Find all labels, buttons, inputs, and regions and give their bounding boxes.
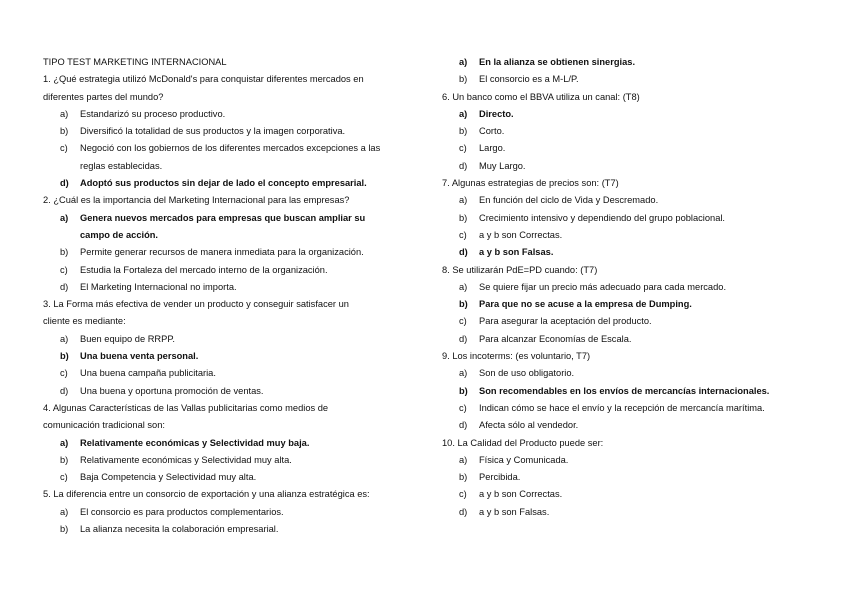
q10-option-c: c) a y b son Correctas. (459, 489, 563, 500)
q4-option-c: c) Baja Competencia y Selectividad muy alta. (60, 472, 257, 483)
left-column (43, 54, 409, 538)
question-1-text: 1. ¿Qué estrategia utilizó McDonald's para conquistar diferentes mercados en (43, 74, 364, 85)
q5-option-b: b) La alianza necesita la colaboración empresarial. (60, 524, 279, 535)
q1-option-a: a) Estandarizó su proceso productivo. (60, 108, 226, 119)
q7-option-a: a) En función del ciclo de Vida y Descremado. (459, 195, 659, 206)
q7-option-c: c) a y b son Correctas. (459, 229, 563, 240)
q8-option-a: a) Se quiere fijar un precio más adecuado para cada mercado. (459, 281, 727, 292)
q2-option-c: c) Estudia la Fortaleza del mercado interno de la organización. (60, 264, 328, 275)
q5-option-c-correct: a) En la alianza se obtienen sinergias. (459, 57, 636, 67)
q3-option-b-correct: b) Una buena venta personal. (60, 351, 199, 362)
q6-option-a-correct: a) Directo. (459, 108, 514, 119)
q1-option-d-correct: d) Adoptó sus productos sin dejar de lado el concepto empresarial. (60, 178, 367, 189)
q2-option-a-cont: campo de acción. (80, 229, 159, 240)
q1-option-c: c) Negoció con los gobiernos de los diferentes mercados excepciones a las (60, 143, 381, 154)
q6-option-d: d) Muy Largo. (459, 160, 526, 171)
question-3-text-cont: cliente es mediante: (43, 316, 126, 327)
q6-option-b: b) Corto. (459, 126, 505, 137)
q2-option-a-correct: a) Genera nuevos mercados para empresas que buscan ampliar su (60, 212, 366, 223)
q3-option-a: a) Buen equipo de RRPP. (60, 333, 175, 344)
question-7-text: 7. Algunas estrategias de precios son: (T7) (442, 178, 619, 189)
q9-option-c: c) Indican cómo se hace el envío y la recepción de mercancía marítima. (459, 402, 765, 413)
question-9-text: 9. Los incoterms: (es voluntario, T7) (442, 351, 591, 362)
q3-option-d: d) Una buena y oportuna promoción de ventas. (60, 385, 264, 396)
question-8-text: 8. Se utilizarán PdE=PD cuando: (T7) (442, 264, 598, 275)
q8-option-b-correct: b) Para que no se acuse a la empresa de Dumping. (459, 299, 692, 310)
q9-option-b-correct: b) Son recomendables en los envíos de mercancías internacionales. (459, 385, 770, 396)
q7-option-d-correct: d) a y b son Falsas. (459, 247, 554, 258)
question-2-text: 2. ¿Cuál es la importancia del Marketing Internacional para las empresas? (43, 195, 350, 206)
q1-option-b: b) Diversificó la totalidad de sus productos y la imagen corporativa. (60, 126, 346, 137)
q4-option-a-correct: a) Relativamente económicas y Selectividad muy baja. (60, 437, 310, 448)
question-5-text: 5. La diferencia entre un consorcio de exportación y una alianza estratégica es: (43, 489, 370, 500)
q5-option-d: b) El consorcio es a M-L/P. (459, 74, 579, 85)
question-1-text-cont: diferentes partes del mundo? (43, 91, 164, 102)
q10-option-d: d) a y b son Falsas. (459, 506, 550, 517)
q5-option-a: a) El consorcio es para productos complementarios. (60, 506, 284, 517)
right-column (442, 54, 814, 521)
document-title: TIPO TEST MARKETING INTERNACIONAL (43, 57, 227, 67)
q2-option-b: b) Permite generar recursos de manera inmediata para la organización. (60, 247, 364, 258)
q9-option-a: a) Son de uso obligatorio. (459, 368, 575, 379)
question-6-text: 6. Un banco como el BBVA utiliza un canal: (T8) (442, 91, 640, 102)
q9-option-d: d) Afecta sólo al vendedor. (459, 420, 579, 431)
q4-option-b: b) Relativamente económicas y Selectividad muy alta. (60, 454, 292, 465)
q3-option-c: c) Una buena campaña publicitaria. (60, 368, 216, 379)
q8-option-c: c) Para asegurar la aceptación del producto. (459, 316, 652, 327)
q2-option-d: d) El Marketing Internacional no importa. (60, 281, 237, 292)
q10-option-a: a) Física y Comunicada. (459, 454, 569, 465)
q1-option-c-cont: reglas establecidas. (80, 160, 163, 171)
q10-option-b: b) Percibida. (459, 472, 521, 483)
question-3-text: 3. La Forma más efectiva de vender un producto y conseguir satisfacer un (43, 299, 349, 310)
question-4-text-cont: comunicación tradicional son: (43, 420, 165, 431)
q6-option-c: c) Largo. (459, 143, 506, 154)
question-10-text: 10. La Calidad del Producto puede ser: (442, 437, 604, 448)
question-4-text: 4. Algunas Características de las Vallas publicitarias como medios de (43, 402, 329, 413)
q7-option-b: b) Crecimiento intensivo y dependiendo del grupo poblacional. (459, 212, 726, 223)
q8-option-d: d) Para alcanzar Economías de Escala. (459, 333, 632, 344)
